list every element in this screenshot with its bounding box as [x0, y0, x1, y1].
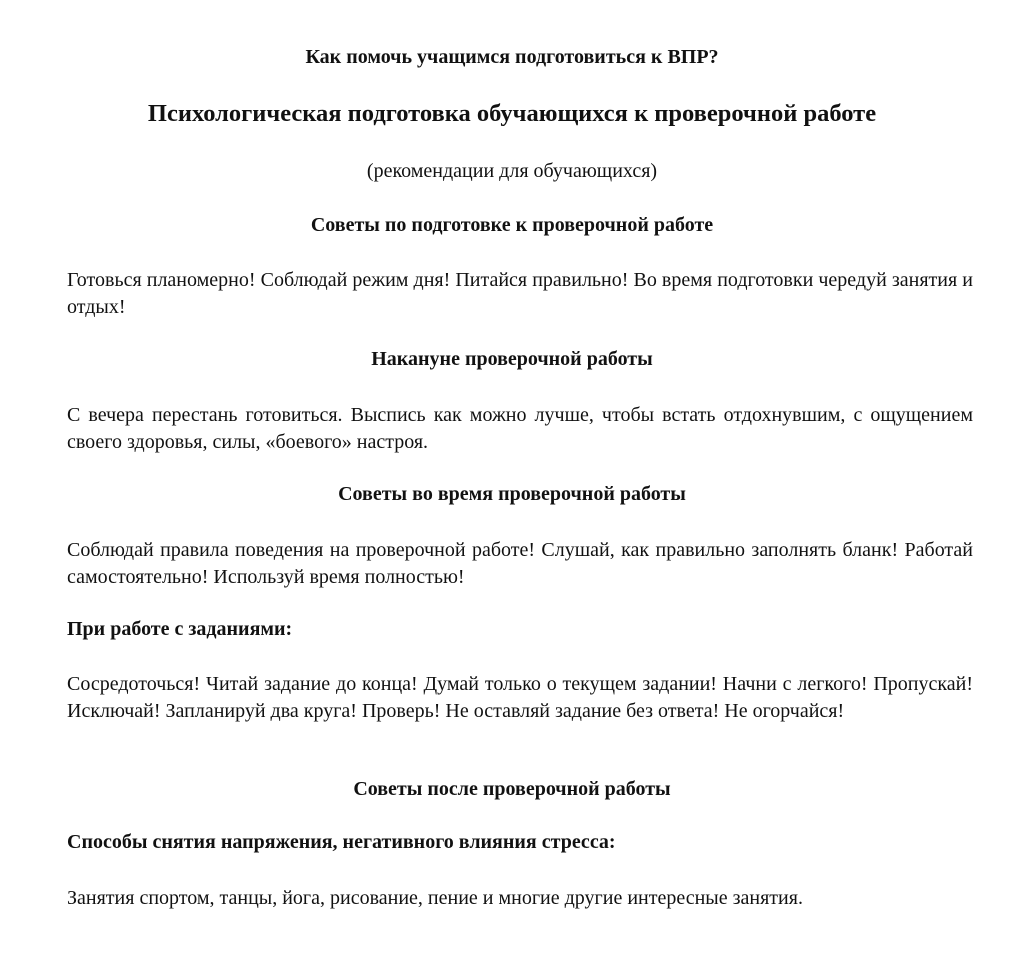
- section-text-eve: С вечера перестань готовиться. Выспись как можно лучше, чтобы встать отдохнувшим, с ощущением своего здоровья, силы, «боевого» настроя.: [67, 404, 973, 453]
- subheading-stress-relief: Способы снятия напряжения, негативного влияния стресса:: [67, 831, 616, 853]
- section-heading-during: Советы во время проверочной работы: [338, 483, 686, 505]
- section-heading-after: Советы после проверочной работы: [353, 778, 671, 800]
- document-top-title: Как помочь учащимся подготовиться к ВПР?: [305, 46, 719, 68]
- section-text-after: Занятия спортом, танцы, йога, рисование, пение и многие другие интересные занятия.: [67, 887, 803, 909]
- subheading-tasks: При работе с заданиями:: [67, 618, 293, 640]
- section-text-tasks: Сосредоточься! Читай задание до конца! Думай только о текущем задании! Начни с легкого! Пропускай! Исключай! Запланируй два круга! Проверь! Не оставляй задание без ответа! Не огорчайся!: [67, 673, 973, 722]
- document-subtitle: (рекомендации для обучающихся): [366, 160, 658, 182]
- section-heading-preparation: Советы по подготовке к проверочной работе: [310, 214, 714, 236]
- section-text-preparation: Готовься планомерно! Соблюдай режим дня! Питайся правильно! Во время подготовки чередуй занятия и отдых!: [67, 269, 973, 318]
- section-heading-eve: Накануне проверочной работы: [371, 348, 653, 370]
- section-text-during: Соблюдай правила поведения на проверочной работе! Слушай, как правильно заполнять бланк! Работай самостоятельно! Используй время полностью!: [67, 539, 973, 588]
- document-main-title: Психологическая подготовка обучающихся к проверочной работе: [147, 100, 877, 127]
